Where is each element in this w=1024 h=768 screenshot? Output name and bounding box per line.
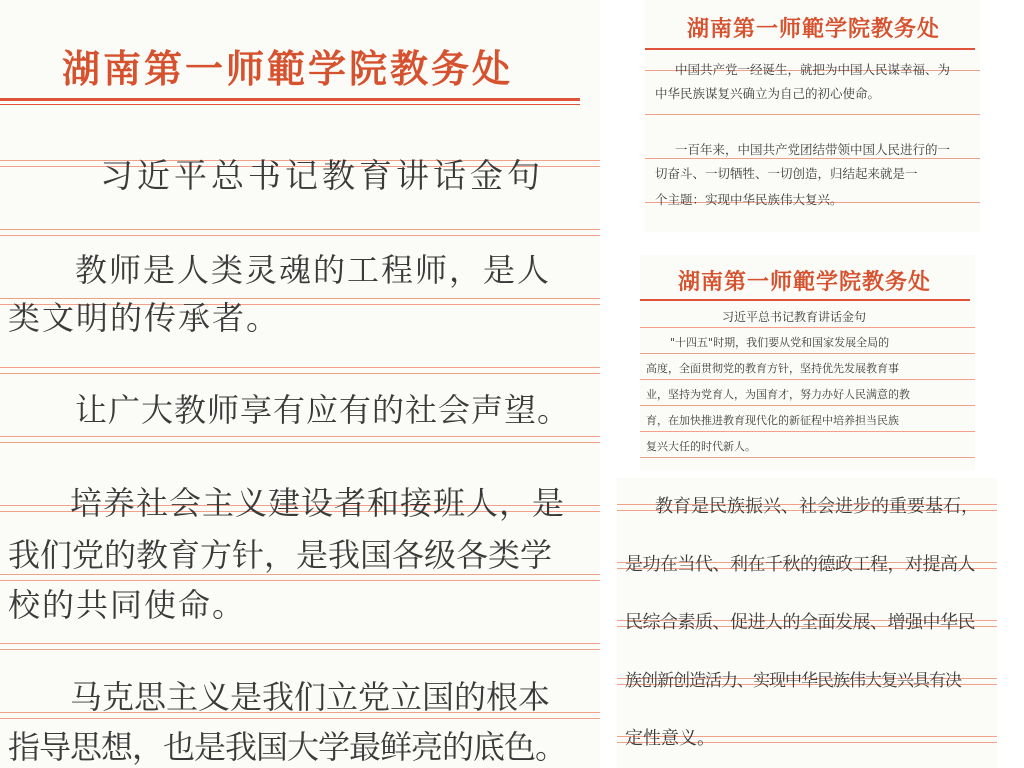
right-mid-line-2: 高度，全面贯彻党的教育方针，坚持优先发展教育事 <box>646 362 899 375</box>
left-line-8: 指导思想，也是我国大学最鲜亮的底色。 <box>8 728 567 766</box>
right-bottom-line-3: 民综合素质、促进人的全面发展、增强中华民 <box>625 612 975 633</box>
left-line-1: 教师是人类灵魂的工程师，是人 <box>75 251 552 289</box>
right-bottom-sheet <box>617 478 997 768</box>
right-bottom-line-1: 教育是民族振兴、社会进步的重要基石， <box>655 496 979 517</box>
right-top-line-5: 个主题：实现中华民族伟大复兴。 <box>655 192 843 207</box>
right-mid-line-4: 育，在加快推进教育现代化的新征程中培养担当民族 <box>646 414 899 427</box>
right-mid-line-5: 复兴大任的时代新人。 <box>646 440 756 453</box>
left-line-7: 马克思主义是我们立党立国的根本 <box>70 678 551 716</box>
left-line-3: 让广大教师享有应有的社会声望。 <box>75 391 571 429</box>
right-top-line-3: 一百年来，中国共产党团结带领中国人民进行的一 <box>675 142 951 157</box>
right-mid-title-rule <box>640 299 970 301</box>
left-line-6: 校的共同使命。 <box>8 586 247 624</box>
right-mid-sheet-title: 湖南第一师範学院教务处 <box>678 269 932 295</box>
right-top-line-4: 切奋斗、一切牺牲、一切创造，归结起来就是一 <box>655 166 918 181</box>
right-top-sheet-title: 湖南第一师範学院教务处 <box>687 16 941 42</box>
right-mid-line-3: 业，坚持为党育人，为国育才，努力办好人民满意的教 <box>646 388 910 401</box>
right-top-title-rule <box>645 48 975 50</box>
left-line-5: 我们党的教育方针，是我国各级各类学 <box>8 536 553 574</box>
right-top-line-2: 中华民族谋复兴确立为自己的初心使命。 <box>655 86 881 101</box>
right-mid-heading: 习近平总书记教育讲话金句 <box>722 310 867 324</box>
left-line-2: 类文明的传承者。 <box>8 299 281 337</box>
right-bottom-line-5: 定性意义。 <box>625 728 715 749</box>
left-sheet-title: 湖南第一师範学院教务处 <box>62 46 514 91</box>
left-line-4: 培养社会主义建设者和接班人，是 <box>70 484 566 522</box>
left-sheet-heading: 习近平总书记教育讲话金句 <box>100 156 544 195</box>
right-top-sheet <box>645 0 980 232</box>
left-sheet-title-rule <box>0 98 580 101</box>
right-bottom-line-2: 是功在当代、利在千秋的德政工程，对提高人 <box>625 554 975 575</box>
right-top-line-1: 中国共产党一经诞生，就把为中国人民谋幸福、为 <box>675 62 951 77</box>
right-mid-line-1: "十四五"时期，我们要从党和国家发展全局的 <box>670 336 890 349</box>
right-mid-sheet <box>640 255 975 470</box>
right-bottom-line-4: 族创新创造活力、实现中华民族伟大复兴具有决 <box>625 671 961 691</box>
left-sheet-title-rule-2 <box>0 104 580 105</box>
